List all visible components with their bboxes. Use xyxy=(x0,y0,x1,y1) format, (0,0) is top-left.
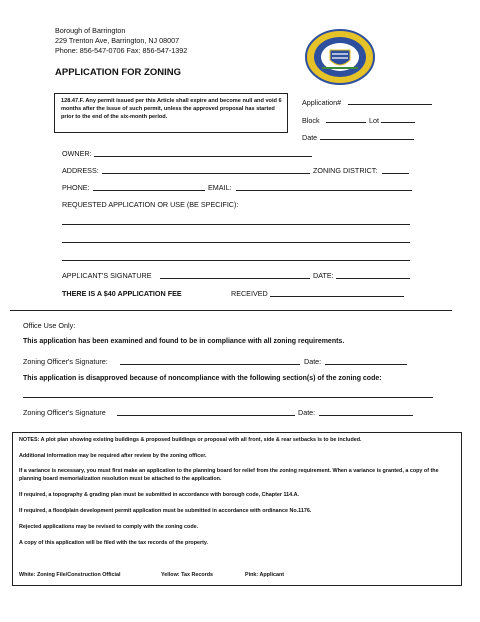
officer-date-field-1[interactable] xyxy=(325,364,407,365)
officer-signature-label-2: Zoning Officer's Signature xyxy=(23,408,106,417)
applicant-signature-label: APPLICANT'S SIGNATURE xyxy=(62,271,152,280)
phone-field[interactable] xyxy=(93,190,205,191)
application-number-label: Application# xyxy=(302,98,342,107)
org-address: 229 Trenton Ave, Barrington, NJ 08007 xyxy=(55,36,180,45)
notes-box xyxy=(12,432,462,586)
note-topography: If required, a topography & grading plan must be submitted in accordance with borough code, Chapter 114.A. xyxy=(19,492,300,498)
email-field[interactable] xyxy=(236,190,412,191)
received-field[interactable] xyxy=(270,296,404,297)
disapproved-statement: This application is disapproved because of noncompliance with the following section(s) of the zoning code: xyxy=(23,375,382,382)
requested-use-line-1[interactable] xyxy=(62,224,410,225)
block-field[interactable] xyxy=(326,122,366,123)
application-number-field[interactable] xyxy=(348,104,432,105)
lot-label: Lot xyxy=(369,116,379,125)
permit-notice-box xyxy=(54,93,288,133)
page-title: APPLICATION FOR ZONING xyxy=(55,67,181,78)
office-date-label: Date xyxy=(302,133,318,142)
applicant-date-label: DATE: xyxy=(313,271,334,280)
officer-date-label-1: Date: xyxy=(304,357,322,366)
officer-signature-label-1: Zoning Officer's Signature: xyxy=(23,357,108,366)
phone-label: PHONE: xyxy=(62,183,90,192)
borough-seal-icon xyxy=(304,28,376,86)
email-label: EMAIL: xyxy=(208,183,232,192)
copy-white: White: Zoning File/Construction Official xyxy=(19,572,121,578)
office-use-heading: Office Use Only: xyxy=(23,321,76,330)
owner-field[interactable] xyxy=(94,156,312,157)
permit-notice-text: 128.47.F. Any permit issued per this Article shall expire and become null and void 6 months after the issue of such permit, unless the approved proposal has started prior to the end of the six-month period. xyxy=(61,98,282,120)
officer-signature-field-1[interactable] xyxy=(120,364,300,365)
address-field[interactable] xyxy=(102,173,310,174)
note-variance: If a variance is necessary, you must first make an application to the planning board for relief from the zoning requirement. When a variance is granted, a copy of the planning board memorialization resolution must be attached to the application. xyxy=(19,468,439,482)
disapproved-sections-field[interactable] xyxy=(23,397,433,398)
address-label: ADDRESS: xyxy=(62,166,99,175)
approved-statement: This application has been examined and found to be in compliance with all zoning requirements. xyxy=(23,338,345,345)
requested-use-line-3[interactable] xyxy=(62,260,410,261)
note-plot-plan: NOTES: A plot plan showing existing buildings & proposed buildings or proposal with all front, side & rear setbacks is to be included. xyxy=(19,437,362,443)
note-rejected: Rejected applications may be revised to comply with the zoning code. xyxy=(19,524,199,530)
zoning-district-label: ZONING DISTRICT: xyxy=(313,166,378,175)
applicant-signature-field[interactable] xyxy=(160,278,310,279)
owner-label: OWNER: xyxy=(62,149,92,158)
lot-field[interactable] xyxy=(381,122,415,123)
requested-use-line-2[interactable] xyxy=(62,242,410,243)
office-date-field[interactable] xyxy=(320,139,414,140)
org-phone: Phone: 856-547-0706 Fax: 856-547-1392 xyxy=(55,46,188,55)
zoning-district-field[interactable] xyxy=(382,173,409,174)
applicant-date-field[interactable] xyxy=(336,278,410,279)
application-fee: THERE IS A $40 APPLICATION FEE xyxy=(62,289,182,298)
block-label: Block xyxy=(302,116,320,125)
received-label: RECEIVED xyxy=(231,289,268,298)
officer-date-label-2: Date: xyxy=(298,408,316,417)
copy-pink: Pink: Applicant xyxy=(245,572,285,578)
officer-date-field-2[interactable] xyxy=(319,415,413,416)
copy-yellow: Yellow: Tax Records xyxy=(161,572,214,578)
org-name: Borough of Barrington xyxy=(55,26,126,35)
note-tax-records: A copy of this application will be filed with the tax records of the property. xyxy=(19,540,208,546)
note-additional-info: Additional information may be required after review by the zoning officer. xyxy=(19,453,207,459)
officer-signature-field-2[interactable] xyxy=(117,415,295,416)
section-divider xyxy=(10,310,452,311)
note-floodplain: If required, a floodplain development permit application must be submitted in accordance with ordinance No.1176. xyxy=(19,508,312,514)
requested-use-label: REQUESTED APPLICATION OR USE (BE SPECIFIC): xyxy=(62,200,239,209)
